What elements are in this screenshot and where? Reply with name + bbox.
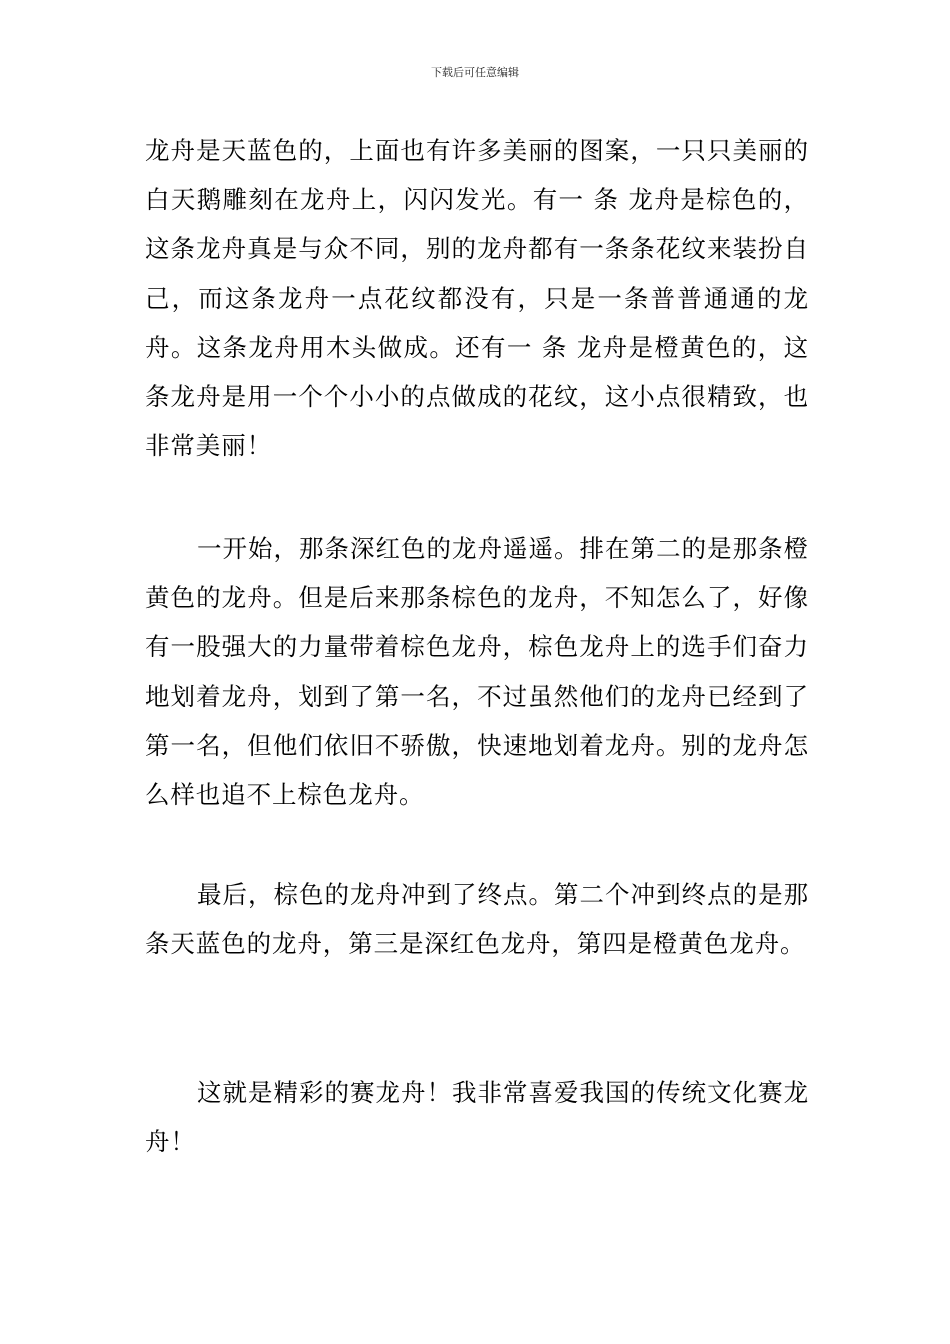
paragraph-race-progress: 一开始，那条深红色的龙舟遥遥。排在第二的是那条橙黄色的龙舟。但是后来那条棕色的龙舟，不知怎么了，好像有一股强大的力量带着棕色龙舟，棕色龙舟上的选手们奋力地划着龙舟，划到了第一名，不过虽然他们的龙舟已经到了第一名，但他们依旧不骄傲，快速地划着龙舟。别的龙舟怎么样也追不上棕色龙舟。 bbox=[145, 534, 809, 810]
paragraph-boat-descriptions: 龙舟是天蓝色的，上面也有许多美丽的图案，一只只美丽的白天鹅雕刻在龙舟上，闪闪发光。有一 条 龙舟是棕色的，这条龙舟真是与众不同，别的龙舟都有一条条花纹来装扮自己，而这条龙舟一点花纹都没有，只是一条普普通通的龙舟。这条龙舟用木头做成。还有一 条 龙舟是橙黄色的，这条龙舟是用一个个小小的点做成的花纹，这小点很精致，也非常美丽！ bbox=[145, 136, 809, 461]
paragraph-race-finish: 最后，棕色的龙舟冲到了终点。第二个冲到终点的是那条天蓝色的龙舟，第三是深红色龙舟，第四是橙黄色龙舟。 bbox=[145, 880, 809, 959]
page-header: 下载后可任意编辑 bbox=[431, 66, 519, 79]
paragraph-conclusion: 这就是精彩的赛龙舟！我非常喜爱我国的传统文化赛龙舟！ bbox=[145, 1078, 809, 1157]
